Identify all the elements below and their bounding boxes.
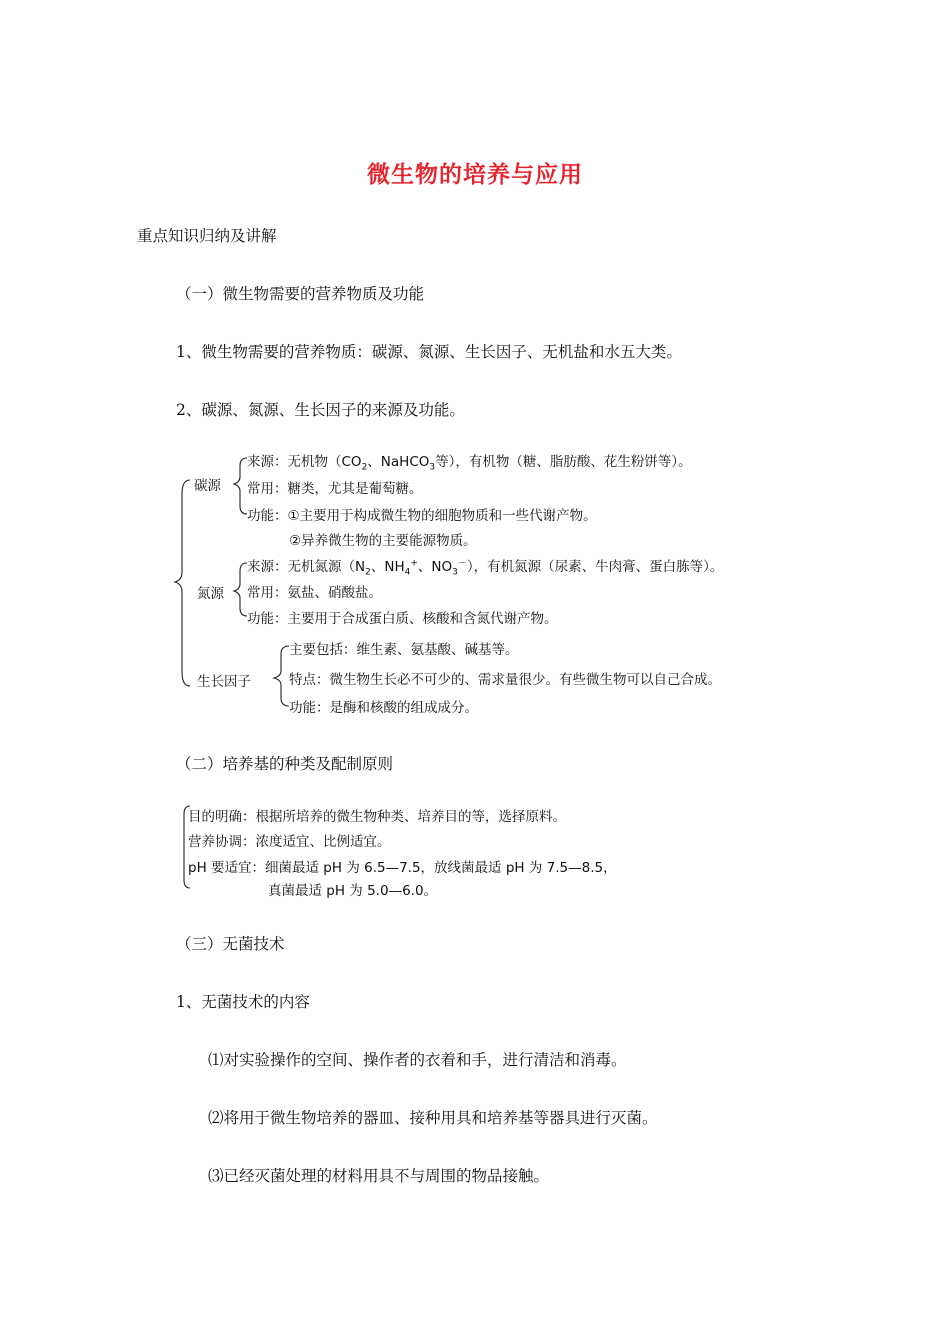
section3-sub1: ⑴对实验操作的空间、操作者的衣着和手，进行清洁和消毒。 <box>208 1051 627 1069</box>
section1-item1: 1、微生物需要的营养物质：碳源、氮源、生长因子、无机盐和水五大类。 <box>176 343 682 361</box>
outer-brace <box>175 480 190 686</box>
section-heading: 重点知识归纳及讲解 <box>137 227 277 245</box>
section1-item2: 2、碳源、氮源、生长因子的来源及功能。 <box>176 401 465 419</box>
growth-factor-main: 主要包括：维生素、氨基酸、碱基等。 <box>289 642 519 658</box>
medium-principle-4: 真菌最适 pH 为 5.0—6.0。 <box>268 883 438 899</box>
growth-factor-brace <box>274 646 289 706</box>
carbon-function-1: 功能：①主要用于构成微生物的细胞物质和一些代谢产物。 <box>247 508 597 524</box>
carbon-source: 来源：无机物（$CO_2$、NaHCO$_3$等），有机物（糖、脂肪酸、花生粉饼等）。 <box>247 454 692 473</box>
medium-principle-2: 营养协调：浓度适宜、比例适宜。 <box>188 834 391 850</box>
growth-factor-feature: 特点：微生物生长必不可少的、需求量很少。有些微生物可以自己合成。 <box>289 672 721 688</box>
nitrogen-function: 功能：主要用于合成蛋白质、核酸和含氮代谢产物。 <box>247 611 558 627</box>
section1-title: （一）微生物需要的营养物质及功能 <box>176 285 425 303</box>
medium-principle-1: 目的明确：根据所培养的微生物种类、培养目的等，选择原料。 <box>188 809 566 825</box>
nitrogen-source: 来源：无机氮源（$N_2$、$NH_4^+$、$NO_3^-$），有机氮源（尿素、牛肉膏、蛋白胨等）。 <box>247 558 724 578</box>
section2-title: （二）培养基的种类及配制原则 <box>176 755 394 773</box>
page-title: 微生物的培养与应用 <box>367 162 583 188</box>
growth-factor-function: 功能：是酶和核酸的组成成分。 <box>289 700 478 716</box>
nitrogen-common: 常用：氨盐、硝酸盐。 <box>247 585 382 601</box>
nitrogen-label: 氮源 <box>197 586 224 602</box>
nitrogen-brace <box>234 563 247 616</box>
section3-sub3: ⑶已经灭菌处理的材料用具不与周围的物品接触。 <box>208 1167 550 1185</box>
medium-principle-3: pH 要适宜：细菌最适 pH 为 6.5—7.5，放线菌最适 pH 为 7.5—8.5， <box>188 860 617 876</box>
carbon-label: 碳源 <box>194 478 221 494</box>
section3-sub2: ⑵将用于微生物培养的器皿、接种用具和培养基等器具进行灭菌。 <box>208 1109 658 1127</box>
carbon-function-2: ②异养微生物的主要能源物质。 <box>289 533 477 549</box>
section3-title: （三）无菌技术 <box>176 935 285 953</box>
carbon-common: 常用：糖类，尤其是葡萄糖。 <box>247 481 423 497</box>
growth-factor-label: 生长因子 <box>197 674 251 690</box>
carbon-brace <box>234 458 247 514</box>
section3-item1: 1、无菌技术的内容 <box>176 993 310 1011</box>
